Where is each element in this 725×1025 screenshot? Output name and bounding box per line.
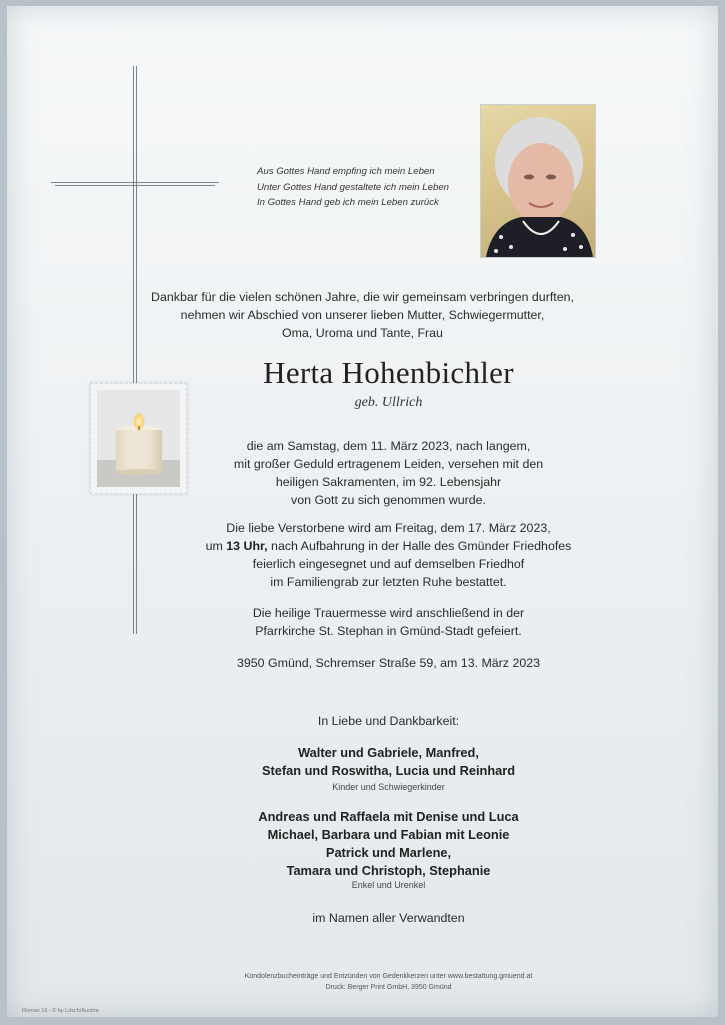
portrait-photo xyxy=(480,104,596,258)
intro-line: nehmen wir Abschied von unserer lieben Mutter, Schwiegermutter, xyxy=(180,308,545,322)
death-notice-line: die am Samstag, dem 11. März 2023, nach langem, xyxy=(246,439,531,453)
grandchildren-line: Michael, Barbara und Fabian mit Leonie xyxy=(267,827,510,842)
funeral-prefix: um xyxy=(205,539,227,553)
funeral-info xyxy=(26,519,725,591)
funeral-suffix: nach Aufbahrung in der Halle des Gmünder Friedhofes xyxy=(267,539,572,553)
mass-line: Pfarrkirche St. Stephan in Gmünd-Stadt gefeiert. xyxy=(255,624,522,638)
funeral-line: im Familiengrab zur letzten Ruhe bestattet. xyxy=(270,575,507,589)
grandchildren-line: Andreas und Raffaela mit Denise und Luca xyxy=(258,809,519,824)
bible-quote xyxy=(257,164,477,211)
children-line: Stefan und Roswitha, Lucia und Reinhard xyxy=(261,763,516,778)
death-notice-line: von Gott zu sich genommen wurde. xyxy=(291,493,486,507)
closing-phrase: In Liebe und Dankbarkeit: xyxy=(317,714,460,728)
intro-line: Oma, Uroma und Tante, Frau xyxy=(282,326,443,340)
place-date: 3950 Gmünd, Schremser Straße 59, am 13. März 2023 xyxy=(236,656,541,670)
deceased-name: Herta Hohenbichler xyxy=(263,355,514,390)
footer xyxy=(26,971,725,993)
death-notice-line: heiligen Sakramenten, im 92. Lebensjahr xyxy=(275,475,502,489)
funeral-line: feierlich eingesegnet und auf demselben Friedhof xyxy=(252,557,525,571)
intro-text xyxy=(0,288,725,342)
intro-line: Dankbar für die vielen schönen Jahre, die wir gemeinsam verbringen durften, xyxy=(151,290,574,304)
funeral-time: 13 Uhr, xyxy=(226,539,268,553)
mass-line: Die heilige Trauermesse wird anschließend in der xyxy=(252,606,525,620)
funeral-line: Die liebe Verstorbene wird am Freitag, dem 17. März 2023, xyxy=(226,521,551,535)
footer-print: Druck: Berger Print GmbH, 3950 Gmünd xyxy=(325,984,452,991)
design-credit: Roman 16 - © by Lösch/Austria xyxy=(22,1008,99,1014)
grandchildren-relation: Enkel und Urenkel xyxy=(351,880,426,890)
death-notice xyxy=(26,437,725,509)
grandchildren-names xyxy=(26,808,725,880)
quote-line: Unter Gottes Hand gestaltete ich mein Leben xyxy=(257,181,449,193)
mass-info xyxy=(26,604,725,640)
footer-condolence: Kondolenzbucheinträge und Entzünden von Gedenkkerzen unter www.bestattung.gmuend.at xyxy=(244,973,533,980)
death-notice-line: mit großer Geduld ertragenem Leiden, versehen mit den xyxy=(233,457,544,471)
funeral-line xyxy=(26,537,725,555)
children-names xyxy=(26,744,725,780)
grandchildren-line: Tamara und Christoph, Stephanie xyxy=(286,863,491,878)
quote-line: In Gottes Hand geb ich mein Leben zurück xyxy=(257,197,439,208)
children-line: Walter und Gabriele, Manfred, xyxy=(298,745,479,760)
quote-line: Aus Gottes Hand empfing ich mein Leben xyxy=(257,166,435,177)
birth-name: geb. Ullrich xyxy=(354,395,423,410)
children-relation: Kinder und Schwiegerkinder xyxy=(332,782,445,792)
all-relatives: im Namen aller Verwandten xyxy=(312,911,465,925)
grandchildren-line: Patrick und Marlene, xyxy=(325,845,452,860)
